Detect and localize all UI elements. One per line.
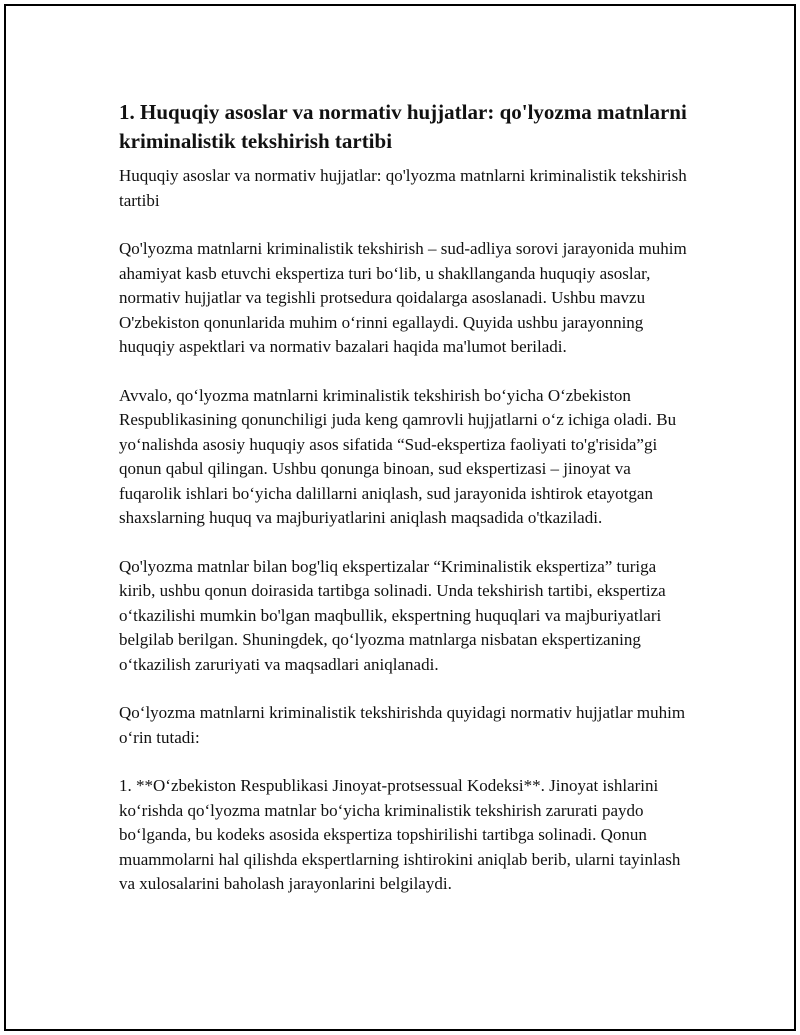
paragraph-5: 1. **O‘zbekiston Respublikasi Jinoyat-protsessual Kodeksi**. Jinoyat ishlarini ko‘rishda qo‘lyozma matnlar bo‘yicha kriminalistik tekshirish zarurati paydo bo‘lganda, bu kodeks asosida ekspertiza topshirilishi tartibga solinadi. Qonun muammolarni hal qilishda ekspertlarning ishtirokini aniqlab berib, ularni tayinlash va xulosalarini baholash jarayonlarini belgilaydi. [119, 776, 681, 893]
document-body [119, 98, 689, 921]
paragraph-3: Qo'lyozma matnlar bilan bog'liq ekspertizalar “Kriminalistik ekspertiza” turiga kirib, ushbu qonun doirasida tartibga solinadi. Unda tekshirish tartibi, ekspertiza o‘tkazilishi mumkin bo'lgan maqbullik, ekspertning huquqlari va majburiyatlari belgilab berilgan. Shuningdek, qo‘lyozma matnlarga nisbatan ekspertizaning o‘tkazilish zaruriyati va maqsadlari aniqlanadi. [119, 556, 666, 674]
document-subtitle: Huquqiy asoslar va normativ hujjatlar: qo'lyozma matnlarni kriminalistik tekshirish tartibi [119, 166, 687, 210]
paragraph-4: Qo‘lyozma matnlarni kriminalistik tekshirishda quyidagi normativ hujjatlar muhim o‘rin tutadi: [119, 703, 686, 747]
paragraph-2: Avvalo, qo‘lyozma matnlarni kriminalistik tekshirish bo‘yicha O‘zbekiston Respublikasining qonunchiligi juda keng qamrovli hujjatlarni o‘z ichiga oladi. Bu yo‘nalishda asosiy huquqiy asos sifatida “Sud-ekspertiza faoliyati to'g'risida”gi qonun qabul qilingan. Ushbu qonunga binoan, sud ekspertizasi – jinoyat va fuqarolik ishlari bo‘yicha dalillarni aniqlash, sud jarayonida ishtirok etayotgan shaxslarning huquq va majburiyatlarini aniqlash maqsadida o'tkaziladi. [119, 385, 677, 527]
document-title: 1. Huquqiy asoslar va normativ hujjatlar: qo'lyozma matnlarni kriminalistik tekshirish tartibi [119, 100, 687, 153]
paragraph-1: Qo'lyozma matnlarni kriminalistik tekshirish – sud-adliya sorovi jarayonida muhim ahamiyat kasb etuvchi ekspertiza turi bo‘lib, u shakllanganda huquqiy asoslar, normativ hujjatlar va tegishli protsedura qoidalarga asoslanadi. Ushbu mavzu O'zbekiston qonunlarida muhim o‘rinni egallaydi. Quyida ushbu jarayonning huquqiy aspektlari va normativ bazalari haqida ma'lumot beriladi. [119, 239, 687, 356]
page-frame [4, 4, 796, 1031]
